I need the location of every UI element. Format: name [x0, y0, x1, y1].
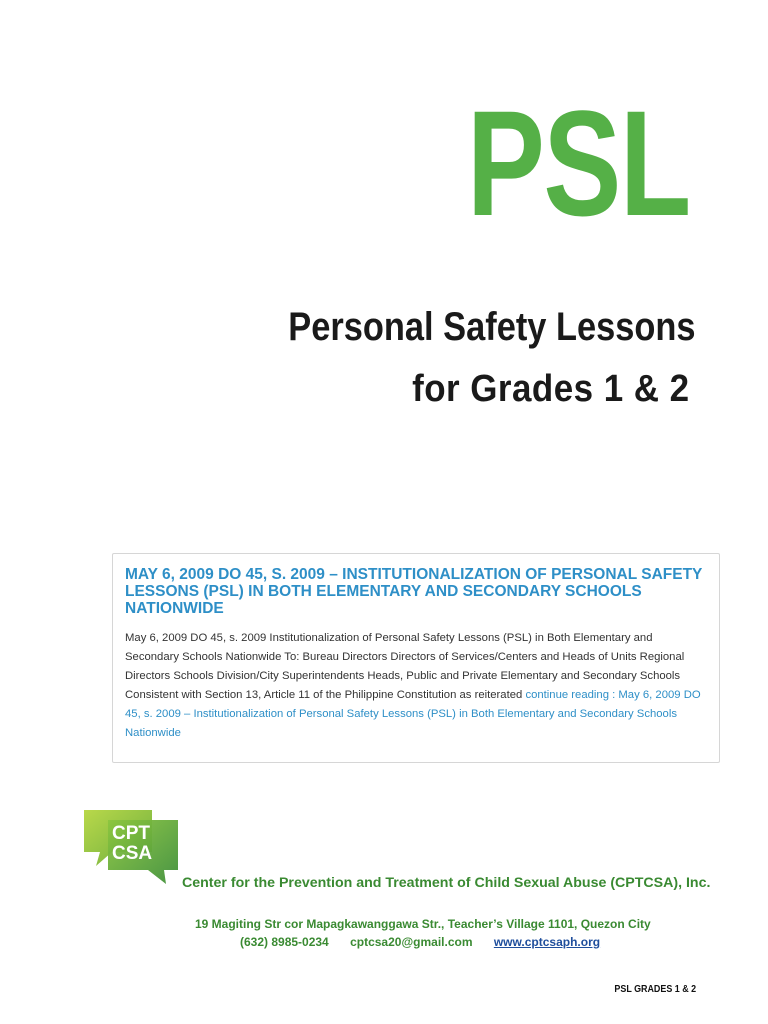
cover-acronym: PSL [467, 79, 690, 247]
logo-text-1: CPT [112, 823, 150, 844]
logo-text-2: CSA [112, 843, 153, 864]
cptcsa-logo [82, 808, 180, 884]
cover-subtitle: for Grades 1 & 2 [412, 368, 690, 410]
continue-reading-link[interactable]: continue reading : May 6, 2009 DO 45, s. 2009 – Institutionalization of Personal Safety Lessons (PSL) in Both Elementary and Secondary Schools Nationwide [125, 689, 701, 739]
cover-title: Personal Safety Lessons [288, 305, 696, 349]
article-title[interactable]: MAY 6, 2009 DO 45, S. 2009 – INSTITUTIONALIZATION OF PERSONAL SAFETY LESSONS (PSL) IN BOTH ELEMENTARY AND SECONDARY SCHOOLS NATIONWIDE [125, 566, 703, 617]
email-address[interactable]: cptcsa20@gmail.com [350, 935, 473, 949]
article-body [125, 629, 707, 743]
organization-name: Center for the Prevention and Treatment of Child Sexual Abuse (CPTCSA), Inc. [182, 875, 711, 891]
footer-label: PSL GRADES 1 & 2 [614, 983, 696, 995]
article-body-text: May 6, 2009 DO 45, s. 2009 Institutionalization of Personal Safety Lessons (PSL) in Both Elementary and Secondary Schools Nationwide To: Bureau Directors Directors of Services/Centers and Heads of Units Regional Directors Schools Division/City Superintendents Heads, Public and Private Elementary and Secondary Schools Consistent with Section 13, Article 11 of the Philippine Constitution as reiterated [125, 632, 685, 701]
article-excerpt [112, 553, 720, 763]
phone-number: (632) 8985-0234 [240, 935, 329, 949]
organization-address: 19 Magiting Str cor Mapagkawanggawa Str., Teacher’s Village 1101, Quezon City [195, 917, 651, 931]
contact-row [240, 935, 600, 949]
website-link[interactable]: www.cptcsaph.org [493, 935, 601, 949]
